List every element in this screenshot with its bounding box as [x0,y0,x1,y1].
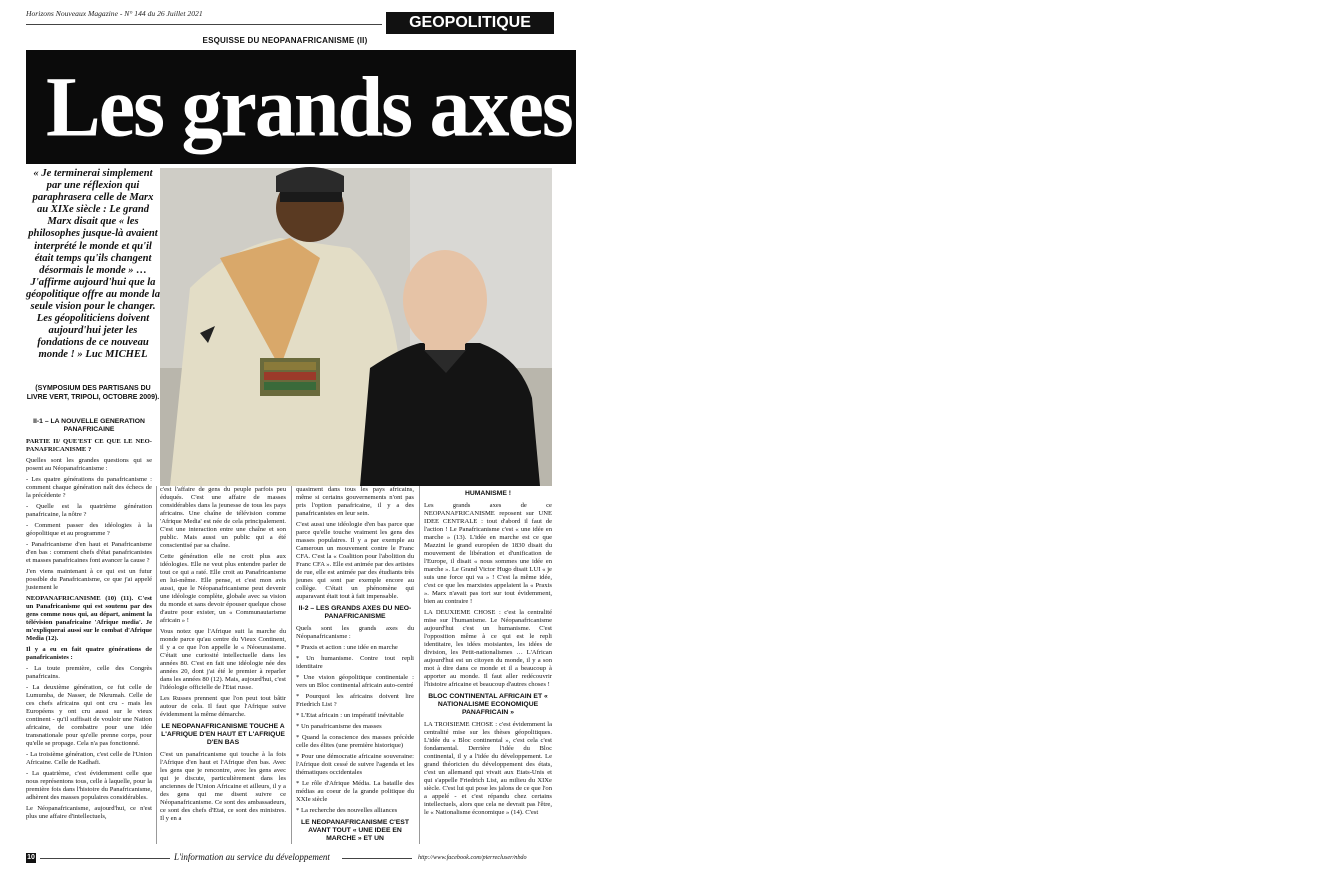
footer-rule [40,858,170,859]
list-item: - La toute première, celle des Congrès panafricains. [26,665,152,680]
list-item: - La troisième génération, c'est celle de l'Union Africaine. Celle de Kadhafi. [26,751,152,766]
list-item: - La quatrième, c'est évidemment celle que nous représentons tous, celle à laquelle, pour la première fois dans l'histoire du Panafricanisme, adhèrent des masses populaires considérables. [26,770,152,801]
paragraph: Vous notez que l'Afrique suit la marche du monde parce qu'au centre du Vieux Continent, il y a ce que l'on appelle le « Néoeurasisme. C'était une curiosité intellectuelle dans les années 80. C'est en fait une idéologie née des années 20, dont j'ai été le premier à reparler dans les années 80 (12). Mais, aujourd'hui, c'est l'idéologie officielle de l'Etat russe. [160,628,286,691]
section-label: GEOPOLITIQUE [386,12,554,34]
list-item: - Quelle est la quatrième génération panafricaine, la nôtre ? [26,503,152,518]
paragraph: LA DEUXIEME CHOSE : c'est la centralité mise sur l'humanisme. Le Néopanafricanisme aujourd'hui c'est un humanisme. C'est l'opposition même à ce qui est le repli identitaire, les idées moisiantes, les idées de division, les Petit-nationalismes … L'African aujourd'hui est un citoyen du monde, il y a son mot à dire dans ce monde et il a beaucoup à apporter au monde. Il faut aller redécouvrir l'histoire africaine et beaucoup d'autres choses ! [424,609,552,688]
section-heading: LE NEOPANAFRICANISME C'EST AVANT TOUT « UNE IDEE EN MARCHE » ET UN [301,819,409,842]
list-item: * Un panafricanisme des masses [296,723,382,730]
section-heading: HUMANISME ! [464,490,512,497]
list-item: * Pourquoi les africains doivent lire Friedrich List ? [296,693,414,708]
list-item: - Les quatre générations du panafricanisme : comment chaque génération naît des échecs de la précédente ? [26,476,152,499]
paragraph: Quelles sont les grandes questions qui se posent au Néopanafricanisme : [26,457,152,472]
column-4 [424,486,552,844]
list-item: - Panafricanisme d'en haut et Panafricanisme d'en bas : comment chefs d'état panafricanistes et masses panafricaines font avancer la cause ? [26,541,152,564]
paragraph: Le Néopanafricanisme, aujourd'hui, ce n'est plus une affaire d'intellectuels, [26,805,152,820]
list-item: - La deuxième génération, ce fut celle de Lumumba, de Nasser, de Nkrumah. Celle de ces chefs africains qui ont cru - mais les Européens y ont cru aussi sur le vieux continent - qu'il suffisait de vouloir une Nation africaine, de combattre pour une idée transnationale pour qu'elle prenne corps, pour qu'elle se propage. Cela n'a pas fonctionné. [26,684,152,747]
column-3 [296,486,414,844]
footer-rule [342,858,412,859]
page-number: 10 [27,854,35,861]
title-banner [26,50,1327,164]
paragraph: c'est l'affaire de gens du peuple parfois peu éduqués. C'est une affaire de masses considérables dans la jeunesse de tous les pays africains. Une chaîne de télévision comme 'Afrique Media' est née de cela principalement. C'est une interaction entre une chaîne et son public. Mais aussi un public qui a été conscientisé par sa chaîne. [160,486,286,549]
list-item: * Pour une démocratie africaine souveraine: l'Afrique doit cessé de suivre l'agenda et les thématiques occidentales [296,753,414,776]
section-heading: BLOC CONTINENTAL AFRICAIN ET « NATIONALISME ECONOMIQUE PANAFRICAIN » [428,693,548,716]
paragraph: Quels sont les grands axes du Néopanafricanisme : [296,625,414,640]
masthead-issue: Horizons Nouveaux Magazine - N° 144 du 26 Juillet 2021 [26,9,203,18]
section-heading: II-2 – LES GRANDS AXES DU NEO-PANAFRICANISME [298,605,412,620]
list-item: * Praxis et action : une idée en marche [296,644,398,651]
article-photo [160,168,552,486]
paragraph: PARTIE II/ QUE'EST CE QUE LE NEO-PANAFRICANISME ? [26,438,152,453]
pull-quote-source: (SYMPOSIUM DES PARTISANS DU LIVRE VERT, TRIPOLI, OCTOBRE 2009). [26,385,160,401]
subheading: Il y a eu en fait quatre générations de panafricanistes : [26,646,152,661]
paragraph: Les grands axes de ce NEOPANAFRICANISME reposent sur UNE IDEE CENTRALE : tout d'abord il faut de l'action ! Le Panafricanisme c'est « une idée en marche » (13). L'idée en marche est ce que Mazzini le grand européen de 1830 disait du mouvement de libération et d'unification de l'Europe, il disait « nous sommes une idée en marche ». Le Grand Victor Hugo disait LUI « je suis une force qui va » ! C'est la même idée, c'est ce que les marxistes appelaient la « Praxis ». Marx n'avait pas tort sur tout évidemment, bien au contraire ! [424,502,552,605]
section-heading: LE NEOPANAFRICANISME TOUCHE A L'AFRIQUE D'EN HAUT ET L'AFRIQUE D'EN BAS [161,723,285,746]
paragraph: NEOPANAFRICANISME (10) (11). C'est un Panafricanisme qui est soutenu par des gens comme nous qui, au départ, animent la télévision panafricaine 'Afrique media'. Je m'expliquerai aussi sur le combat d'Afrique Media (12). [26,595,152,642]
list-item: * Quand la conscience des masses précède celle des élites (une première historique) [296,734,414,749]
paragraph: quasiment dans tous les pays africains, même si certains gouvernements n'ont pas pris l'option panafricaine, il y a des panafricanistes en leur sein. [296,486,414,517]
paragraph: C'est aussi une idéologie d'en bas parce que parce qu'elle touche vraiment les gens des masses populaires. Il y a par exemple au Cameroun un mouvement contre le Franc CFA. C'est la « Coalition pour l'abolition du Franc CFA ». Elle est animée par des artistes de rue, elle est animée par des étudiants très jeunes qui sont par exemple encore au collège. C'était un phénomène qui auparavant était tout à fait impensable. [296,521,414,600]
column-divider [156,486,157,844]
footer-tagline: L'information au service du développement [174,852,330,862]
photo-illustration [160,168,552,486]
header-rule [26,24,382,25]
list-item: * Une vision géopolitique continentale : vers un Bloc continental africain auto-centré [296,674,414,689]
list-item: * La recherche des nouvelles alliances [296,807,398,814]
article-title: Les grands axes du neopanafricanisme [46,58,1327,155]
paragraph: C'est un panafricanisme qui touche à la fois l'Afrique d'en haut et l'Afrique d'en bas. Avec les gens que je rencontre, avec les gens avec qui je discute, particulièrement dans les anciennes de l'Union Africaine et ailleurs, il y a des gens qui me disent suivre ce Néopanafricanisme. Ce sont des ambassadeurs, ce sont des chefs d'Etat, ce sont des ministres. Il y en a [160,751,286,822]
paragraph: Les Russes prennent que l'on peut tout bâtir autour de cela. Il faut que l'Afrique suive évidemment la même démarche. [160,695,286,718]
list-item: * Le rôle d'Afrique Média. La bataille des médias au coeur de la grande politique du XXIe siècle [296,780,414,803]
pull-quote [26,168,160,362]
pull-quote-text: « Je terminerai simplement par une réflexion qui paraphrasera celle de Marx au XIXe siècle : Le grand Marx disait que « les philosophes jusque-là avaient interprété le monde et qu'il était temps qu'ils changent désormais le monde » … J'affirme aujourd'hui que la géopolitique offre au monde la seule vision pour le changer. Les géopoliticiens doivent aujourd'hui jeter les fondations de ce nouveau monde ! » [26,168,160,361]
column-divider [419,486,420,844]
paragraph: LA TROISIEME CHOSE : c'est évidemment la centralité mise sur les thèses géopolitiques. L'idée du « Bloc continental », c'est cela c'est fondamental. Derrière l'idée du Bloc continental, il y a l'idée du développement. Le grand théoricien du développement des états, c'est un allemand qui vivait aux Etats-Unis et qui s'appelle Friedrich List, au milieu du XIXe siècle. C'est lui qui pose les jalons de ce que l'on a appelé - et c'est répandu chez certains intellectuels, alors que cela ne devrait pas l'être, le « Nationalisme économique » (14). C'est [424,721,552,816]
list-item: * Un humanisme. Contre tout repli identitaire [296,655,414,670]
footer-url: http://www.facebook.com/pierrecluser/nbdo [418,854,527,861]
section-heading: II-1 – LA NOUVELLE GENERATION PANAFRICAINE [33,418,145,433]
list-item: * L'Etat africain : un impératif inévitable [296,712,404,719]
column-divider [291,486,292,844]
column-1 [26,414,152,844]
list-item: - Comment passer des idéologies à la géopolitique et au programme ? [26,522,152,537]
column-2 [160,486,286,844]
paragraph: Cette génération elle ne croit plus aux idéologies. Elle ne veut plus entendre parler de tout ce qui a raté. Elle croit au Panafricanisme en lui-même. Elle pense, et c'est mon avis aussi, que le Néopanafricanisme peut devenir une idéologie complète, globale avec sa vision du monde et sans devoir épouser quelque chose d'autre pour exister, un « Communautarisme africain » ! [160,553,286,624]
paragraph: J'en viens maintenant à ce qui est un futur possible du Panafricanisme, ce que j'ai appelé justement le [26,568,152,591]
pull-quote-author: Luc MICHEL [85,349,148,361]
kicker: ESQUISSE DU NEOPANAFRICANISME (II) [202,36,368,45]
